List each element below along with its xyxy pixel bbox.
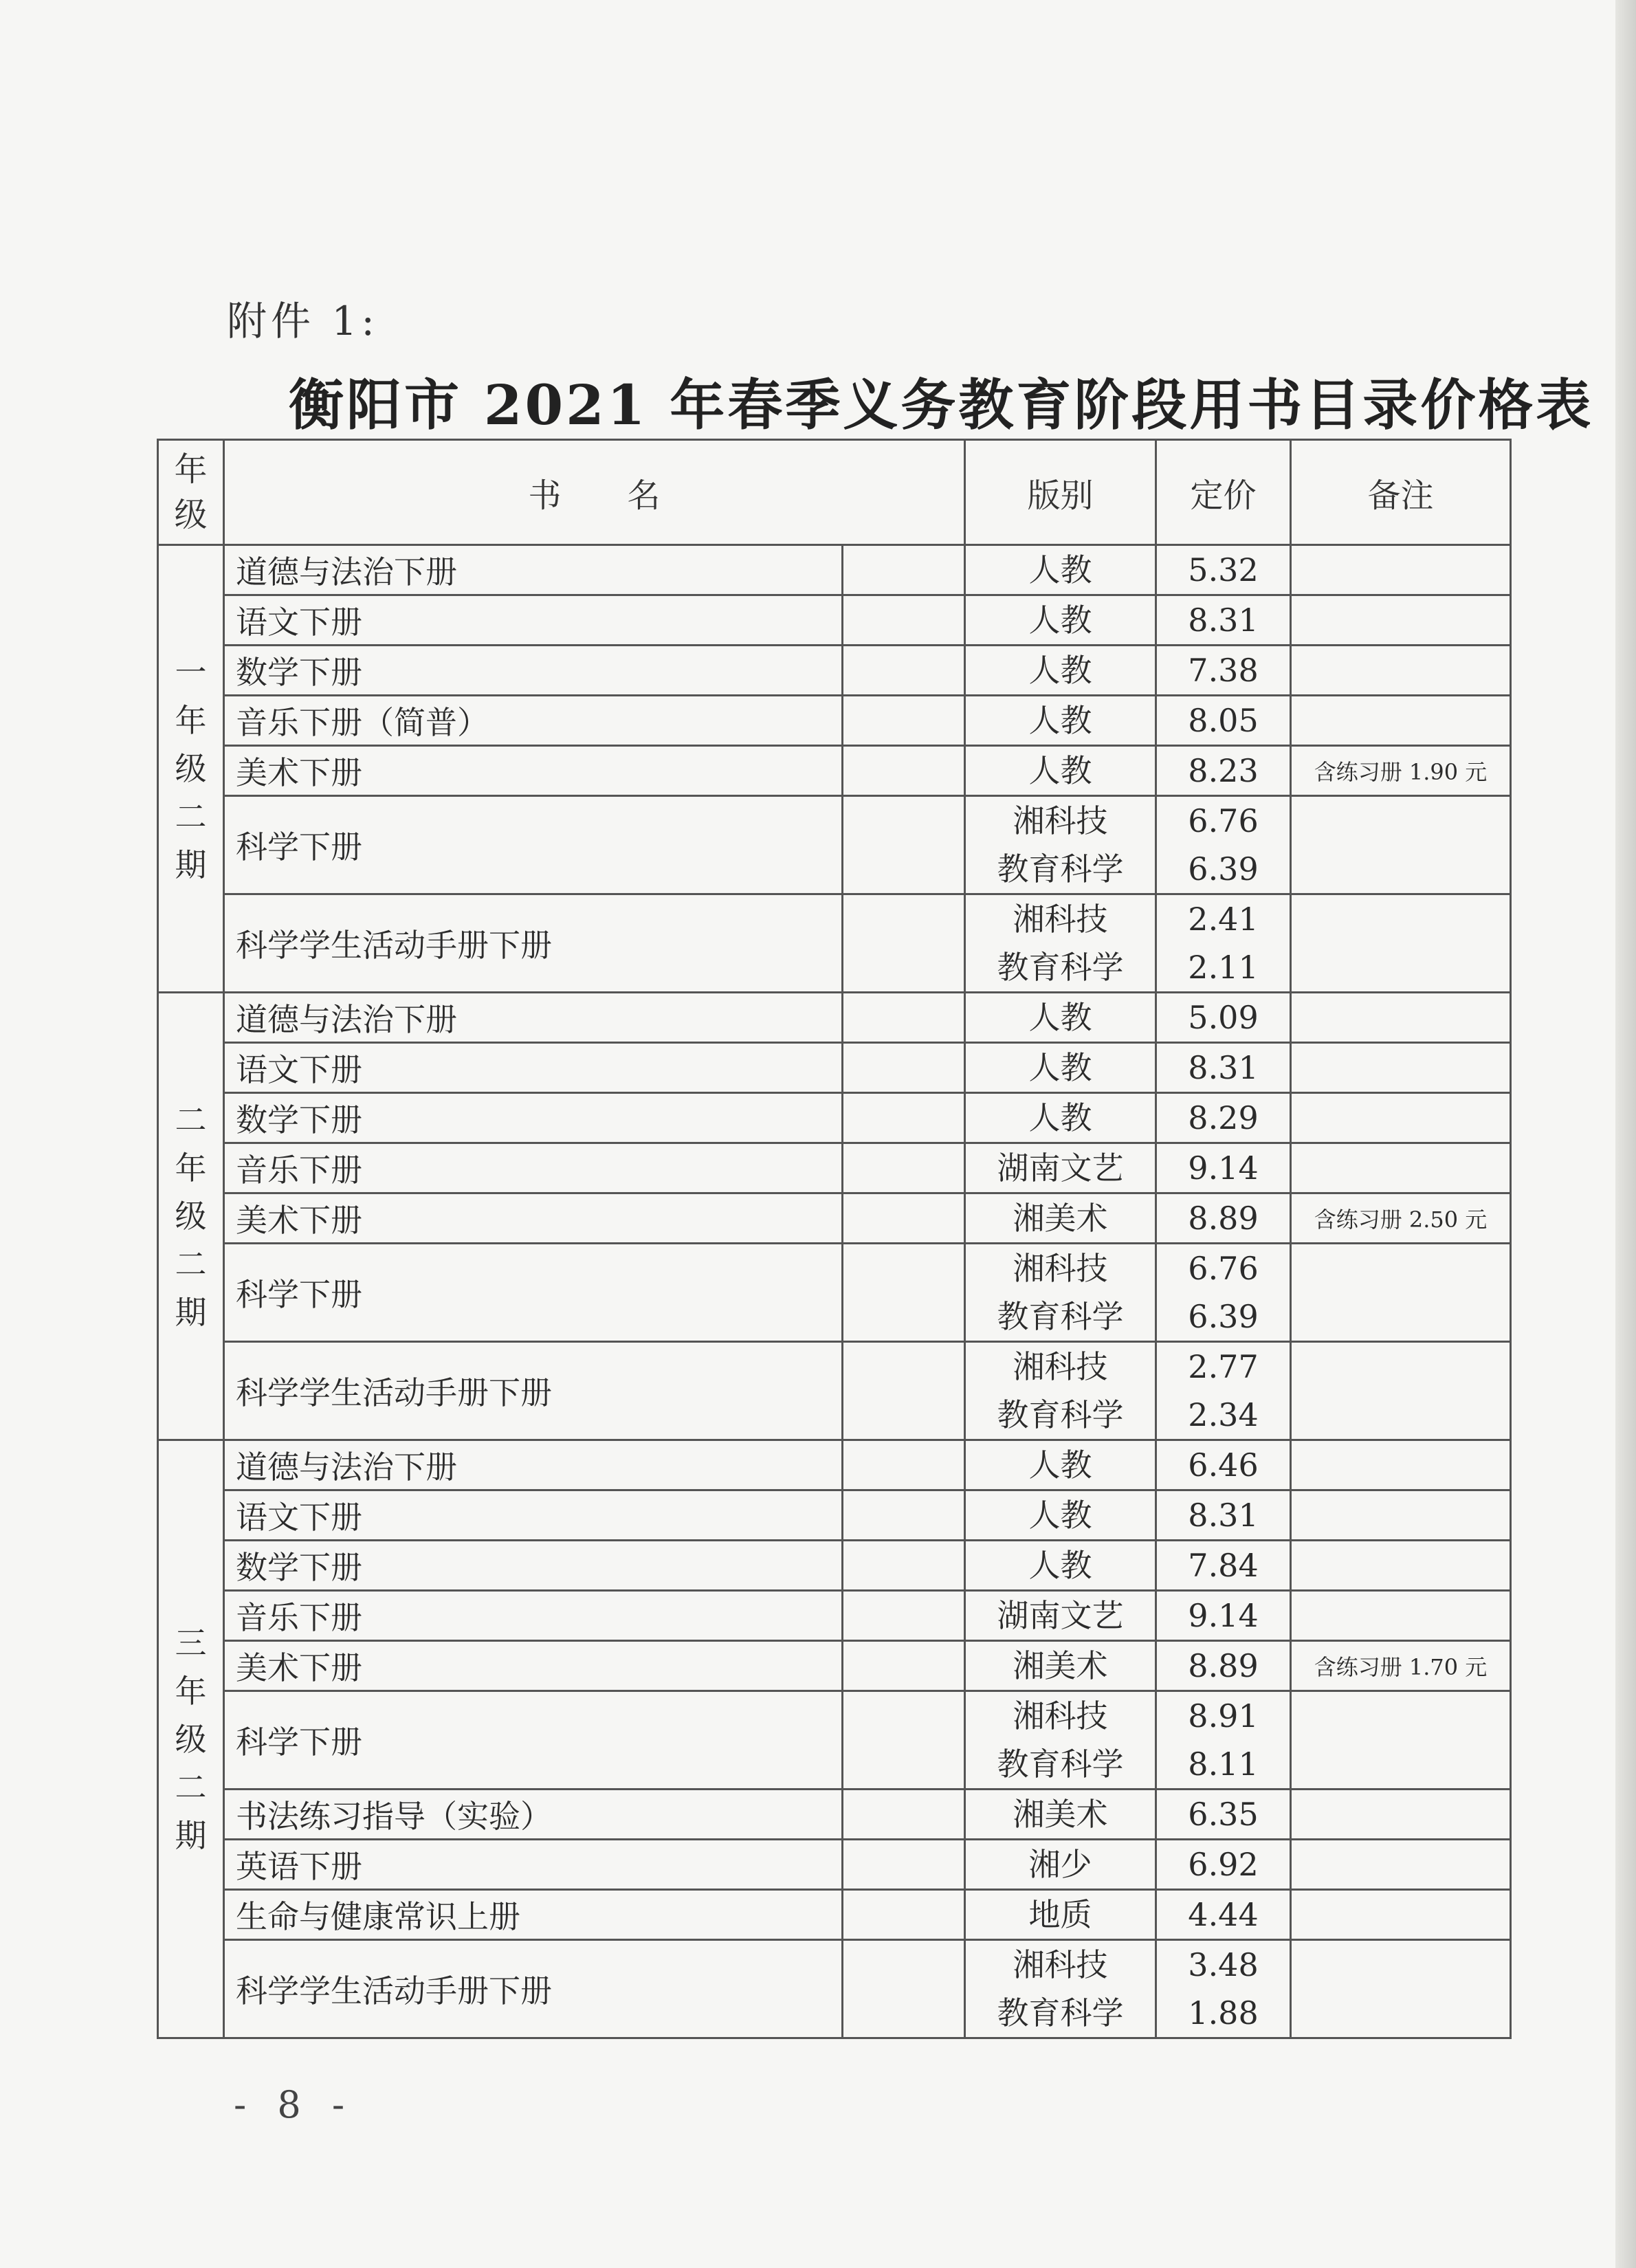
- price-cell: [1156, 1790, 1291, 1840]
- blank-cell: [843, 746, 965, 796]
- publisher-value: 湘科技: [1013, 1946, 1108, 1983]
- note-cell: 含练习册 1.70 元: [1291, 1641, 1511, 1691]
- note-cell: [1291, 595, 1511, 646]
- table-row: [158, 545, 1511, 595]
- page-number: - 8 -: [234, 2083, 355, 2126]
- price-cell: [1156, 1840, 1291, 1890]
- blank-cell: [843, 894, 965, 993]
- price-value: 6.92: [1188, 1846, 1259, 1883]
- grade-cell: [158, 993, 224, 1440]
- price-value: 6.46: [1188, 1446, 1259, 1484]
- price-cell: [1156, 1591, 1291, 1641]
- blank-cell: [843, 1641, 965, 1691]
- publisher-value: 人教: [1028, 1446, 1092, 1484]
- price-value: 6.76: [1188, 1250, 1259, 1287]
- publisher-value: 人教: [1028, 1547, 1092, 1584]
- price-cell: [1156, 1342, 1291, 1440]
- publisher-cell: [965, 993, 1156, 1043]
- blank-cell: [843, 1890, 965, 1940]
- book-name-cell: 语文下册: [224, 595, 843, 646]
- note-cell: [1291, 1940, 1511, 2038]
- note-cell: [1291, 1541, 1511, 1591]
- publisher-cell: [965, 1440, 1156, 1490]
- header-publisher: 版别: [965, 440, 1156, 545]
- price-cell: [1156, 646, 1291, 696]
- publisher-value: 湘美术: [1013, 1200, 1108, 1237]
- blank-cell: [843, 993, 965, 1043]
- note-cell: [1291, 1591, 1511, 1641]
- price-value: 1.88: [1188, 1994, 1259, 2032]
- table-row: [158, 746, 1511, 796]
- grade-cell: [158, 1440, 224, 2038]
- price-value: 8.31: [1188, 1049, 1259, 1086]
- table-row: [158, 1193, 1511, 1244]
- price-cell: [1156, 1440, 1291, 1490]
- note-cell: [1291, 1244, 1511, 1342]
- blank-cell: [843, 1790, 965, 1840]
- publisher-value: 湖南文艺: [997, 1597, 1124, 1634]
- publisher-value: 湘科技: [1013, 1348, 1108, 1385]
- note-cell: [1291, 545, 1511, 595]
- publisher-value: 人教: [1028, 999, 1092, 1036]
- grade-cell: [158, 545, 224, 993]
- table-row: [158, 1244, 1511, 1342]
- note-cell: [1291, 894, 1511, 993]
- publisher-cell: [965, 796, 1156, 894]
- note-cell: [1291, 1790, 1511, 1840]
- publisher-cell: [965, 1940, 1156, 2038]
- price-cell: [1156, 993, 1291, 1043]
- publisher-cell: [965, 1691, 1156, 1790]
- note-cell: 含练习册 1.90 元: [1291, 746, 1511, 796]
- publisher-value: 教育科学: [997, 1994, 1124, 2032]
- table-row: [158, 1143, 1511, 1193]
- price-value: 9.14: [1188, 1597, 1259, 1634]
- publisher-cell: [965, 595, 1156, 646]
- blank-cell: [843, 1691, 965, 1790]
- note-cell: [1291, 993, 1511, 1043]
- publisher-cell: [965, 1143, 1156, 1193]
- note-cell: [1291, 796, 1511, 894]
- price-cell: [1156, 1641, 1291, 1691]
- publisher-value: 湖南文艺: [997, 1149, 1124, 1187]
- blank-cell: [843, 1840, 965, 1890]
- blank-cell: [843, 1193, 965, 1244]
- publisher-value: 湘美术: [1013, 1647, 1108, 1684]
- publisher-value: 人教: [1028, 1099, 1092, 1136]
- note-cell: 含练习册 2.50 元: [1291, 1193, 1511, 1244]
- grade-label: 一 年 级 二 期: [175, 654, 207, 883]
- price-value: 8.05: [1188, 702, 1259, 739]
- price-value: 8.89: [1188, 1647, 1259, 1684]
- note-cell: [1291, 646, 1511, 696]
- price-value: 5.32: [1188, 551, 1259, 588]
- publisher-value: 教育科学: [997, 1298, 1124, 1335]
- book-name-cell: 英语下册: [224, 1840, 843, 1890]
- table-row: [158, 1890, 1511, 1940]
- header-price: 定价: [1156, 440, 1291, 545]
- publisher-value: 人教: [1028, 752, 1092, 789]
- publisher-cell: [965, 696, 1156, 746]
- note-cell: [1291, 1840, 1511, 1890]
- table-row: [158, 1043, 1511, 1093]
- price-value: 3.48: [1188, 1946, 1259, 1983]
- blank-cell: [843, 1490, 965, 1541]
- table-row: [158, 1541, 1511, 1591]
- price-cell: [1156, 545, 1291, 595]
- attachment-label: 附件 1:: [227, 298, 379, 344]
- blank-cell: [843, 1541, 965, 1591]
- header-name: 书 名: [224, 440, 965, 545]
- publisher-value: 教育科学: [997, 1746, 1124, 1783]
- blank-cell: [843, 1591, 965, 1641]
- book-name-cell: 音乐下册: [224, 1591, 843, 1641]
- book-name-cell: 美术下册: [224, 746, 843, 796]
- blank-cell: [843, 796, 965, 894]
- publisher-cell: [965, 1244, 1156, 1342]
- table-row: [158, 696, 1511, 746]
- book-name-cell: 生命与健康常识上册: [224, 1890, 843, 1940]
- book-name-cell: 科学下册: [224, 1691, 843, 1790]
- publisher-value: 地质: [1028, 1896, 1092, 1933]
- table-row: [158, 993, 1511, 1043]
- blank-cell: [843, 545, 965, 595]
- book-name-cell: 科学学生活动手册下册: [224, 894, 843, 993]
- publisher-cell: [965, 746, 1156, 796]
- price-cell: [1156, 746, 1291, 796]
- blank-cell: [843, 1940, 965, 2038]
- price-value: 8.11: [1188, 1746, 1259, 1783]
- book-name-cell: 道德与法治下册: [224, 1440, 843, 1490]
- table-row: [158, 894, 1511, 993]
- book-name-cell: 数学下册: [224, 646, 843, 696]
- header-grade: [158, 440, 224, 545]
- publisher-value: 人教: [1028, 1049, 1092, 1086]
- note-cell: [1291, 1043, 1511, 1093]
- table-row: [158, 1440, 1511, 1490]
- publisher-value: 人教: [1028, 1497, 1092, 1534]
- publisher-cell: [965, 1093, 1156, 1143]
- book-name-cell: 音乐下册（简普）: [224, 696, 843, 746]
- table-row: [158, 1790, 1511, 1840]
- note-cell: [1291, 1440, 1511, 1490]
- publisher-cell: [965, 1840, 1156, 1890]
- book-name-cell: 数学下册: [224, 1541, 843, 1591]
- publisher-value: 湘少: [1028, 1846, 1092, 1883]
- blank-cell: [843, 1143, 965, 1193]
- blank-cell: [843, 1440, 965, 1490]
- publisher-cell: [965, 1193, 1156, 1244]
- publisher-value: 湘美术: [1013, 1796, 1108, 1833]
- price-value: 2.77: [1188, 1348, 1259, 1385]
- price-value: 5.09: [1188, 999, 1259, 1036]
- book-name-cell: 科学下册: [224, 796, 843, 894]
- price-cell: [1156, 894, 1291, 993]
- publisher-value: 湘科技: [1013, 1697, 1108, 1735]
- book-name-cell: 美术下册: [224, 1193, 843, 1244]
- header-note: 备注: [1291, 440, 1511, 545]
- publisher-value: 湘科技: [1013, 901, 1108, 938]
- publisher-value: 教育科学: [997, 949, 1124, 986]
- publisher-cell: [965, 894, 1156, 993]
- table-row: [158, 796, 1511, 894]
- table-row: [158, 1342, 1511, 1440]
- note-cell: [1291, 1342, 1511, 1440]
- publisher-cell: [965, 1490, 1156, 1541]
- table-row: [158, 1840, 1511, 1890]
- price-cell: [1156, 1691, 1291, 1790]
- publisher-cell: [965, 1342, 1156, 1440]
- table-row: [158, 1591, 1511, 1641]
- table-row: [158, 646, 1511, 696]
- book-name-cell: 美术下册: [224, 1641, 843, 1691]
- price-value: 2.41: [1188, 901, 1259, 938]
- blank-cell: [843, 646, 965, 696]
- publisher-value: 湘科技: [1013, 1250, 1108, 1287]
- publisher-value: 人教: [1028, 602, 1092, 639]
- note-cell: [1291, 1691, 1511, 1790]
- publisher-value: 教育科学: [997, 850, 1124, 888]
- grade-label: 二 年 级 二 期: [175, 1101, 207, 1331]
- book-name-cell: 科学下册: [224, 1244, 843, 1342]
- book-name-cell: 语文下册: [224, 1043, 843, 1093]
- publisher-cell: [965, 1043, 1156, 1093]
- table-row: [158, 1093, 1511, 1143]
- price-cell: [1156, 1244, 1291, 1342]
- table-body: [158, 545, 1511, 2038]
- book-name-cell: 科学学生活动手册下册: [224, 1342, 843, 1440]
- table-row: [158, 1691, 1511, 1790]
- publisher-cell: [965, 545, 1156, 595]
- publisher-cell: [965, 1541, 1156, 1591]
- publisher-cell: [965, 1790, 1156, 1840]
- price-cell: [1156, 1043, 1291, 1093]
- publisher-value: 人教: [1028, 652, 1092, 689]
- price-cell: [1156, 1490, 1291, 1541]
- publisher-cell: [965, 646, 1156, 696]
- note-cell: [1291, 1890, 1511, 1940]
- price-value: 8.91: [1188, 1697, 1259, 1735]
- price-cell: [1156, 1940, 1291, 2038]
- book-name-cell: 音乐下册: [224, 1143, 843, 1193]
- book-name-cell: 语文下册: [224, 1490, 843, 1541]
- price-value: 4.44: [1188, 1896, 1259, 1933]
- price-cell: [1156, 696, 1291, 746]
- note-cell: [1291, 1143, 1511, 1193]
- publisher-cell: [965, 1641, 1156, 1691]
- price-table: [157, 439, 1512, 2039]
- blank-cell: [843, 1244, 965, 1342]
- price-value: 8.23: [1188, 752, 1259, 789]
- publisher-cell: [965, 1890, 1156, 1940]
- blank-cell: [843, 696, 965, 746]
- note-cell: [1291, 696, 1511, 746]
- book-name-cell: 道德与法治下册: [224, 993, 843, 1043]
- table-row: [158, 1940, 1511, 2038]
- price-value: 6.35: [1188, 1796, 1259, 1833]
- table-row: [158, 1641, 1511, 1691]
- table-header-row: [158, 440, 1511, 545]
- price-value: 2.34: [1188, 1396, 1259, 1433]
- price-cell: [1156, 796, 1291, 894]
- price-cell: [1156, 595, 1291, 646]
- note-cell: [1291, 1490, 1511, 1541]
- price-value: 7.84: [1188, 1547, 1259, 1584]
- book-name-cell: 书法练习指导（实验）: [224, 1790, 843, 1840]
- book-name-cell: 科学学生活动手册下册: [224, 1940, 843, 2038]
- page-edge: [1615, 0, 1636, 2268]
- header-grade-label: 年 级: [174, 450, 208, 534]
- blank-cell: [843, 595, 965, 646]
- table-row: [158, 1490, 1511, 1541]
- price-cell: [1156, 1093, 1291, 1143]
- price-value: 8.31: [1188, 602, 1259, 639]
- note-cell: [1291, 1093, 1511, 1143]
- book-name-cell: 道德与法治下册: [224, 545, 843, 595]
- price-value: 9.14: [1188, 1149, 1259, 1187]
- price-value: 6.39: [1188, 850, 1259, 888]
- price-value: 2.11: [1188, 949, 1259, 986]
- price-value: 6.76: [1188, 802, 1259, 839]
- price-value: 7.38: [1188, 652, 1259, 689]
- price-value: 8.31: [1188, 1497, 1259, 1534]
- grade-label: 三 年 级 二 期: [175, 1624, 207, 1854]
- publisher-value: 人教: [1028, 551, 1092, 588]
- publisher-cell: [965, 1591, 1156, 1641]
- publisher-value: 湘科技: [1013, 802, 1108, 839]
- blank-cell: [843, 1342, 965, 1440]
- price-value: 8.89: [1188, 1200, 1259, 1237]
- table-row: [158, 595, 1511, 646]
- price-cell: [1156, 1193, 1291, 1244]
- page-title: 衡阳市 2021 年春季义务教育阶段用书目录价格表: [289, 373, 1594, 437]
- price-cell: [1156, 1890, 1291, 1940]
- book-name-cell: 数学下册: [224, 1093, 843, 1143]
- publisher-value: 人教: [1028, 702, 1092, 739]
- price-value: 8.29: [1188, 1099, 1259, 1136]
- price-cell: [1156, 1143, 1291, 1193]
- blank-cell: [843, 1093, 965, 1143]
- blank-cell: [843, 1043, 965, 1093]
- price-cell: [1156, 1541, 1291, 1591]
- publisher-value: 教育科学: [997, 1396, 1124, 1433]
- price-value: 6.39: [1188, 1298, 1259, 1335]
